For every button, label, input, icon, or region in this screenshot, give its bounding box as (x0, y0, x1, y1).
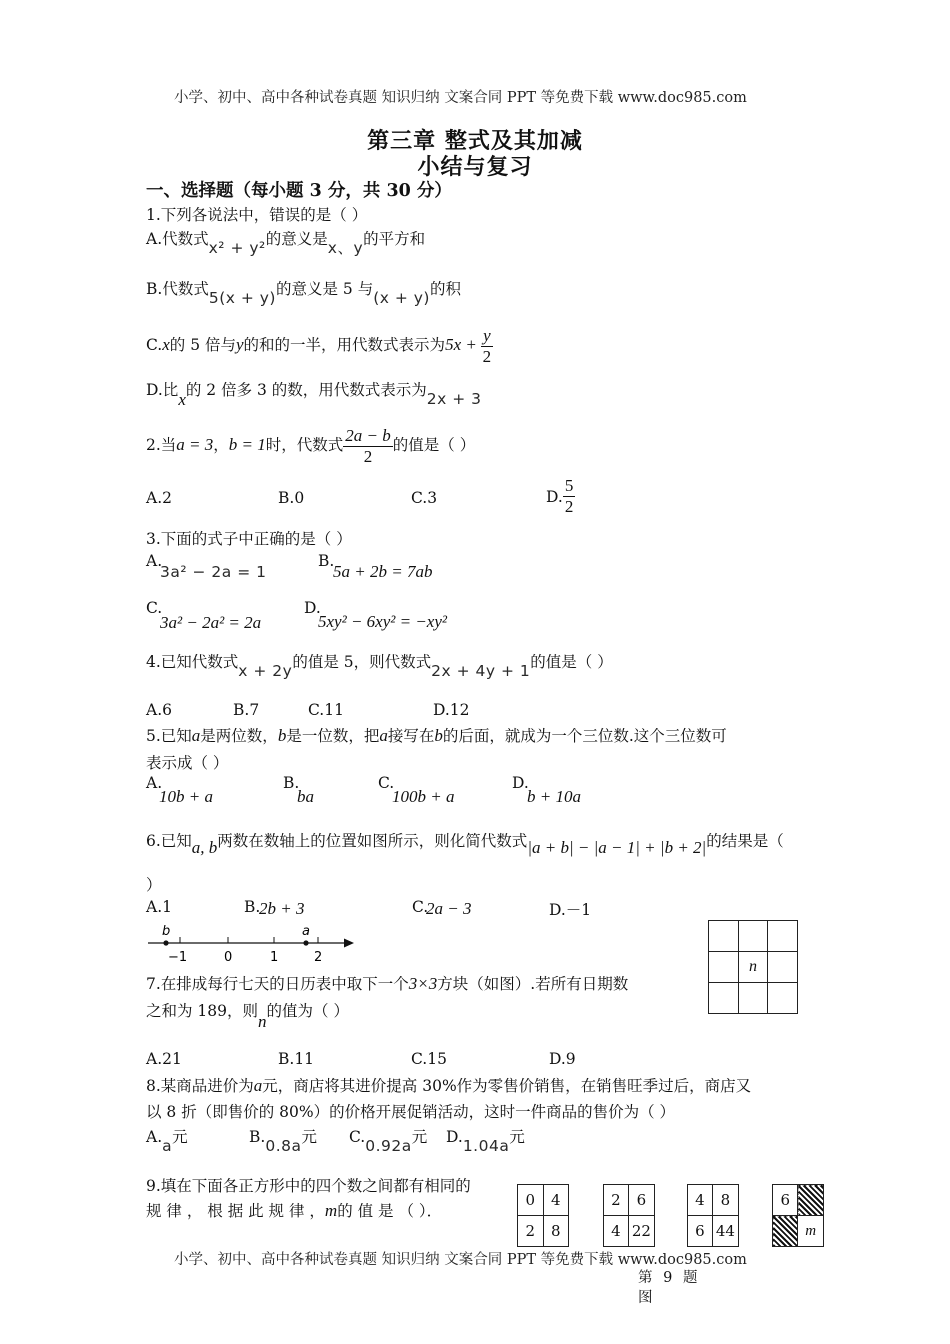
q3-stem: 3.下面的式子中正确的是（ ） (146, 530, 352, 548)
q2-option-c: C.3 (411, 489, 438, 507)
q5-text4: 接写在 (387, 727, 435, 745)
q4-text1: 4.已知代数式 (146, 653, 239, 671)
q1-c-num: y (483, 326, 491, 345)
q9-square-1 (517, 1184, 569, 1247)
q6-text1: 6.已知 (146, 832, 192, 850)
q1-stem: 1.下列各说法中，错误的是（ ） (146, 206, 368, 224)
q2-den: 2 (363, 446, 373, 466)
q7-option-a: A.21 (146, 1050, 182, 1068)
q5-a: a (191, 726, 201, 745)
q1-d-expr: 2x + 3 (426, 390, 482, 408)
q1-c-fraction (481, 326, 493, 366)
tick-label-one: 1 (270, 950, 279, 965)
q5-stem (146, 724, 727, 746)
chapter-title: 第三章 整式及其加减 (367, 128, 583, 154)
q8-c-expr: 0.92a (365, 1137, 412, 1155)
q6-text3: 的结果是（ (706, 832, 784, 850)
q8-a-label: A. (146, 1128, 163, 1146)
grid-cell (768, 921, 798, 952)
q2-text2: 时，代数式 (265, 436, 344, 455)
q5-text3: 是一位数，把 (286, 727, 380, 745)
q2-d-label: D. (546, 488, 563, 507)
page-header: 小学、初中、高中各种试卷真题 知识归纳 文案合同 PPT 等免费下载 www.doc985.com (174, 90, 747, 106)
q3-option-c-label: C. (146, 599, 163, 617)
q4-expr1: x + 2y (238, 662, 293, 680)
square-cell: 4 (543, 1185, 569, 1216)
q6-option-b-label: B. (244, 898, 261, 916)
point-a (303, 940, 308, 945)
q9-line2 (146, 1199, 442, 1221)
q6-line2: ） (146, 876, 162, 894)
q4-option-d: D.12 (433, 701, 470, 719)
q8-a: a (253, 1076, 263, 1095)
grid-cell (738, 921, 768, 952)
label-b: b (162, 924, 171, 939)
q8-b-unit: 元 (301, 1128, 317, 1146)
q1-d-x: x (178, 390, 186, 409)
q7-line2-text2: 的值为（ ） (266, 1002, 349, 1020)
q5-text2: 是两位数， (200, 727, 278, 745)
q1-a-text3: 的平方和 (363, 230, 426, 248)
grid-cell (768, 983, 798, 1014)
tick-label-zero: 0 (224, 950, 233, 965)
q1-a-expr: x² + y² (208, 239, 266, 257)
q9-square-3 (687, 1184, 739, 1247)
q7-option-c: C.15 (411, 1050, 447, 1068)
q6-option-c-label: C. (412, 898, 429, 916)
q2-text3: 的值是（ ） (392, 436, 476, 455)
q7-option-d: D.9 (549, 1050, 576, 1068)
q7-grid-size: 3×3 (408, 974, 438, 993)
square-cell: 2 (518, 1216, 544, 1247)
q2-option-a: A.2 (146, 489, 172, 507)
tick-label-two: 2 (314, 950, 323, 965)
q2-a: a = 3 (176, 435, 214, 455)
q8-option-c (349, 1125, 428, 1155)
q9-square-4 (772, 1184, 824, 1247)
tick-label-minus-one: −1 (168, 950, 188, 965)
q5-option-d-expr: b + 10a (527, 787, 581, 806)
q6-text2: 两数在数轴上的位置如图所示，则化简代数式 (217, 832, 528, 850)
q2-option-d (546, 476, 575, 516)
q8-text1: 8.某商品进价为 (146, 1077, 254, 1095)
grid-cell (738, 983, 768, 1014)
q8-option-a (146, 1125, 188, 1155)
square-cell-m: m (798, 1216, 824, 1247)
q1-d-text2: 的 2 倍多 3 的数，用代数式表示为 (185, 381, 427, 399)
q2-b: b = 1 (228, 435, 266, 455)
grid-cell (709, 983, 739, 1014)
q9-figure-caption: 第 9 题 (638, 1270, 701, 1286)
grid-cell (768, 952, 798, 983)
q2-text1: 2.当 (146, 436, 177, 455)
q1-b-text3: 的积 (429, 280, 461, 298)
q6-stem (146, 829, 784, 857)
q1-a-text1: A.代数式 (146, 230, 209, 248)
q2-d-fraction (563, 476, 576, 516)
q7-line2-text1: 之和为 189，则 (146, 1002, 259, 1020)
q2-option-b: B.0 (278, 489, 305, 507)
square-cell: 4 (604, 1216, 629, 1247)
q6-option-b-expr: 2b + 3 (259, 899, 305, 918)
chapter-subtitle: 小结与复习 (417, 154, 533, 180)
q1-d-label: D.比 (146, 381, 179, 399)
q1-b-text1: B.代数式 (146, 280, 209, 298)
q1-option-c (146, 326, 493, 366)
q1-c-text3: 的和的一半，用代数式表示为 (243, 336, 446, 355)
q1-b-expr: 5(x + y) (208, 289, 276, 307)
square-cell: 2 (604, 1185, 629, 1216)
q4-text3: 的值是（ ） (530, 653, 613, 671)
q2-stem (146, 426, 475, 466)
q8-stem (146, 1074, 751, 1096)
q7-line2 (146, 999, 349, 1031)
q8-option-d (446, 1125, 525, 1155)
q8-d-unit: 元 (509, 1128, 525, 1146)
q1-c-label: C. (146, 336, 163, 355)
q8-a-expr: a (162, 1137, 173, 1155)
square-cell: 0 (518, 1185, 544, 1216)
q3-option-a-expr: 3a² − 2a = 1 (160, 563, 267, 581)
q8-c-label: C. (349, 1128, 366, 1146)
square-cell: 4 (688, 1185, 713, 1216)
q6-number-line (146, 920, 361, 966)
square-cell: 8 (543, 1216, 569, 1247)
q1-c-den: 2 (482, 346, 492, 366)
q5-a2: a (379, 726, 388, 745)
q7-option-b: B.11 (278, 1050, 315, 1068)
q6-ab: a, b (191, 838, 218, 857)
q7-text1: 7.在排成每行七天的日历表中取下一个 (146, 975, 409, 993)
q5-b2: b (434, 726, 443, 745)
q3-option-a-label: A. (146, 552, 163, 570)
q2-sep: ， (213, 436, 229, 455)
q5-option-a-label: A. (146, 774, 163, 792)
q8-b-label: B. (249, 1128, 266, 1146)
square-cell: 8 (712, 1185, 738, 1216)
page-footer: 小学、初中、高中各种试卷真题 知识归纳 文案合同 PPT 等免费下载 www.doc985.com (174, 1252, 747, 1268)
q5-option-c-label: C. (378, 774, 395, 792)
q7-n: n (258, 1012, 267, 1031)
q5-option-c-expr: 100b + a (392, 787, 455, 806)
q5-b: b (277, 726, 287, 745)
q5-option-a-expr: 10b + a (159, 787, 213, 806)
grid-cell-n: n (738, 952, 768, 983)
q4-expr2: 2x + 4y + 1 (431, 662, 531, 680)
square-cell: 6 (628, 1185, 654, 1216)
q9-square-2 (603, 1184, 655, 1247)
q1-a-vars: x、y (327, 239, 364, 257)
square-cell: 6 (688, 1216, 713, 1247)
square-cell: 22 (628, 1216, 654, 1247)
q5-text1: 5.已知 (146, 727, 192, 745)
q4-option-c: C.11 (308, 701, 344, 719)
square-cell: 44 (712, 1216, 738, 1247)
q8-a-unit: 元 (172, 1128, 188, 1146)
q8-line2: 以 8 折（即售价的 80%）的价格开展促销活动，这时一件商品的售价为（ ） (146, 1103, 676, 1121)
q6-option-d: D.－1 (549, 901, 592, 919)
q1-option-a (146, 227, 426, 257)
q1-b-text2: 的意义是 5 与 (275, 280, 374, 298)
q5-text5: 的后面，就成为一个三位数.这个三位数可 (442, 727, 727, 745)
q6-option-a: A.1 (146, 898, 172, 916)
q1-c-x: x (162, 335, 170, 355)
number-line-arrow (344, 939, 354, 948)
q8-d-expr: 1.04a (462, 1137, 510, 1155)
point-b (163, 940, 168, 945)
q4-option-b: B.7 (233, 701, 260, 719)
q3-option-d-expr: 5xy² − 6xy² = −xy² (318, 612, 447, 631)
q3-option-b-expr: 5a + 2b = 7ab (333, 562, 433, 581)
q5-option-b-label: B. (283, 774, 300, 792)
q1-option-d (146, 378, 482, 409)
q6-expr: |a + b| − |a − 1| + |b + 2| (527, 838, 707, 857)
q1-a-text2: 的意义是 (265, 230, 328, 248)
q9-line2-text2: 的 值 是 （ ）． (337, 1202, 443, 1220)
q5-line2: 表示成（ ） (146, 754, 229, 772)
q1-option-b (146, 277, 461, 307)
q8-option-b (249, 1125, 317, 1155)
hatched-cell (773, 1216, 798, 1247)
q3-option-b-label: B. (318, 552, 335, 570)
hatched-cell (798, 1185, 824, 1216)
label-a: a (302, 924, 310, 939)
q5-option-d-label: D. (512, 774, 529, 792)
q9-m: m (324, 1201, 338, 1220)
q6-option-c-expr: 2a − 3 (426, 899, 472, 918)
section-heading: 一、选择题（每小题 3 分，共 30 分） (146, 181, 452, 201)
q1-c-text2: 的 5 倍与 (169, 336, 236, 355)
q8-text2: 元，商店将其进价提高 30%作为零售价销售，在销售旺季过后，商店又 (262, 1077, 752, 1095)
q8-d-label: D. (446, 1128, 463, 1146)
q2-d-den: 2 (564, 496, 574, 516)
q1-b-expr2: (x + y) (373, 289, 430, 307)
square-cell: 6 (773, 1185, 798, 1216)
q3-option-d-label: D. (304, 599, 321, 617)
q9-line2-text1: 规 律 ， 根 据 此 规 律 ， (146, 1202, 325, 1220)
q2-d-num: 5 (564, 476, 574, 495)
q4-option-a: A.6 (146, 701, 172, 719)
q7-text2: 方块（如图）.若所有日期数 (437, 975, 629, 993)
q9-figure-caption-2: 图 (638, 1290, 653, 1306)
q2-num: 2a − b (345, 426, 391, 445)
q8-c-unit: 元 (411, 1128, 428, 1146)
q9-line1: 9.填在下面各正方形中的四个数之间都有相同的 (146, 1177, 471, 1195)
q5-option-b-expr: ba (297, 787, 314, 806)
grid-cell (709, 952, 739, 983)
q3-option-c-expr: 3a² − 2a² = 2a (160, 613, 262, 632)
q7-stem (146, 972, 628, 994)
grid-cell (709, 921, 739, 952)
q7-calendar-grid (708, 920, 798, 1014)
q1-c-y: y (236, 335, 244, 355)
q2-fraction (343, 426, 392, 466)
q8-b-expr: 0.8a (265, 1137, 302, 1155)
q1-c-lead: 5x + (445, 335, 482, 355)
q4-stem (146, 650, 613, 680)
q4-text2: 的值是 5，则代数式 (292, 653, 432, 671)
